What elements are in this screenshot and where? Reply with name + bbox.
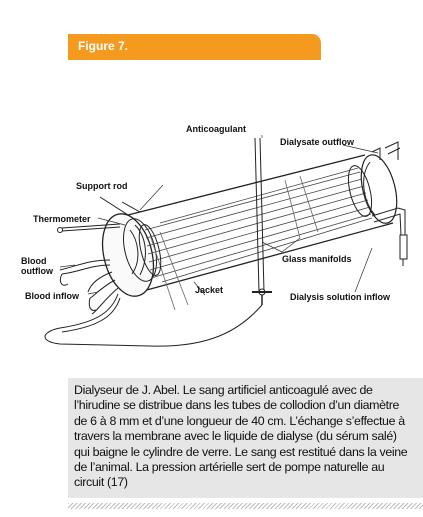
dialysis-inflow-pipe	[372, 208, 407, 266]
label-dialysate-outflow: Dialysate outflow	[280, 137, 355, 147]
label-dialysis-solution-inflow: Dialysis solution inflow	[290, 292, 391, 302]
glass-cylinder	[95, 151, 403, 301]
figure-title: Figure 7.	[78, 39, 129, 53]
label-anticoagulant: Anticoagulant	[186, 124, 246, 134]
anticoagulant-tube	[252, 138, 272, 305]
label-glass-manifolds: Glass manifolds	[282, 254, 352, 264]
figure-caption: Dialyseur de J. Abel. Le sang artificiel anticoagulé avec de l’hirudine se distribue dans les tubes de collodion d’un diamètre de 6 à 8 mm et d’une longueur de 40 cm. L’échange s’effectue à travers la membrane avec le liquide de dialyse (du sérum salé) qui baigne le cylindre de verre. Le sang est restitué dans la veine de l’animal. La pression artérielle sert de pompe naturelle au circuit (17)	[74, 383, 408, 490]
label-support-rod: Support rod	[76, 181, 128, 191]
label-blood-outflow: Blood outflow	[21, 256, 53, 276]
label-thermometer: Thermometer	[33, 214, 91, 224]
dialysate-outflow-pipe	[372, 142, 400, 160]
label-blood-inflow: Blood inflow	[25, 291, 79, 301]
dialyzer-diagram	[0, 60, 423, 360]
figure-header-bar	[68, 34, 321, 60]
label-jacket: Jacket	[195, 285, 224, 295]
support-rod	[100, 197, 140, 215]
dialyzer-drawing	[0, 60, 423, 360]
hatched-divider	[68, 503, 423, 509]
